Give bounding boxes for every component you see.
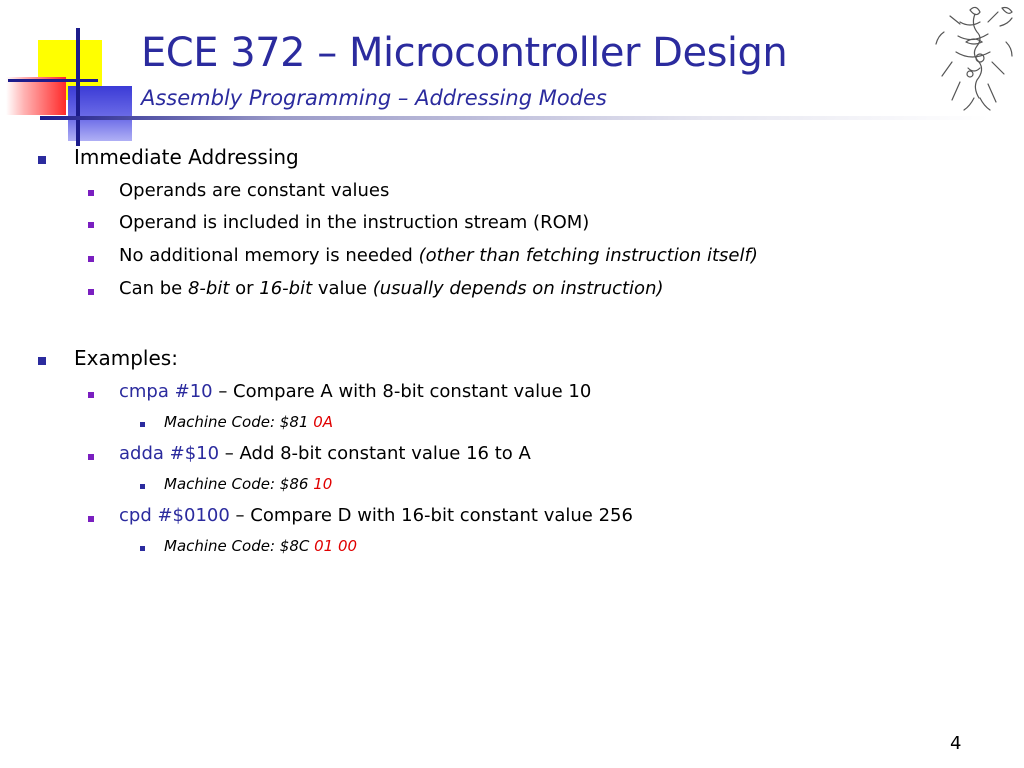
example-desc: – Compare D with 16-bit constant value 256: [229, 505, 633, 526]
bullet-marker: [88, 454, 94, 460]
machine-code-operand: 0A: [313, 413, 333, 431]
bullet-operand-included: Operand is included in the instruction stream (ROM): [119, 212, 590, 233]
machine-code-prefix: Machine Code: $8C: [164, 537, 315, 555]
bullet-marker: [88, 222, 94, 228]
bullet-text: No additional memory is needed: [119, 245, 419, 266]
slide-subtitle: Assembly Programming – Addressing Modes: [141, 86, 607, 110]
bullet-marker: [38, 357, 46, 365]
bullet-8bit: 8-bit: [187, 278, 230, 299]
bullet-immediate-addressing: Immediate Addressing: [74, 145, 299, 169]
bullet-marker: [88, 256, 94, 262]
bullet-16bit: 16-bit: [259, 278, 313, 299]
machine-code-adda: [164, 475, 332, 493]
bullet-marker: [38, 156, 46, 164]
bullet-marker: [88, 392, 94, 398]
bullet-can-be-8-or-16-bit: [119, 278, 664, 299]
example-desc: – Add 8-bit constant value 16 to A: [219, 443, 531, 464]
example-cpd: [119, 505, 633, 526]
bullet-marker: [140, 422, 145, 427]
slide-title: ECE 372 – Microcontroller Design: [141, 30, 788, 76]
code-snippet: cpd #$0100: [119, 505, 230, 526]
bullet-marker: [88, 190, 94, 196]
bullet-marker: [88, 516, 94, 522]
example-cmpa: [119, 381, 591, 402]
bullet-text: value: [312, 278, 373, 299]
bullet-operands-constant: Operands are constant values: [119, 180, 390, 201]
machine-code-prefix: Machine Code: $81: [164, 413, 314, 431]
example-desc: – Compare A with 8-bit constant value 10: [212, 381, 592, 402]
page-number: 4: [950, 733, 962, 754]
bullet-marker: [140, 484, 145, 489]
bullet-examples: Examples:: [74, 346, 178, 370]
machine-code-cpd: [164, 537, 357, 555]
example-adda: [119, 443, 531, 464]
bullet-text: or: [229, 278, 260, 299]
bullet-marker: [140, 546, 145, 551]
bullet-note: (other than fetching instruction itself): [418, 245, 758, 266]
machine-code-operand: 10: [313, 475, 333, 493]
bullet-marker: [88, 289, 94, 295]
machine-code-cmpa: [164, 413, 333, 431]
machine-code-prefix: Machine Code: $86: [164, 475, 314, 493]
bullet-text: Can be: [119, 278, 188, 299]
code-snippet: adda #$10: [119, 443, 220, 464]
bullet-note: (usually depends on instruction): [372, 278, 664, 299]
machine-code-operand: 01 00: [314, 537, 358, 555]
code-snippet: cmpa #10: [119, 381, 213, 402]
bullet-no-additional-memory: [119, 245, 758, 266]
